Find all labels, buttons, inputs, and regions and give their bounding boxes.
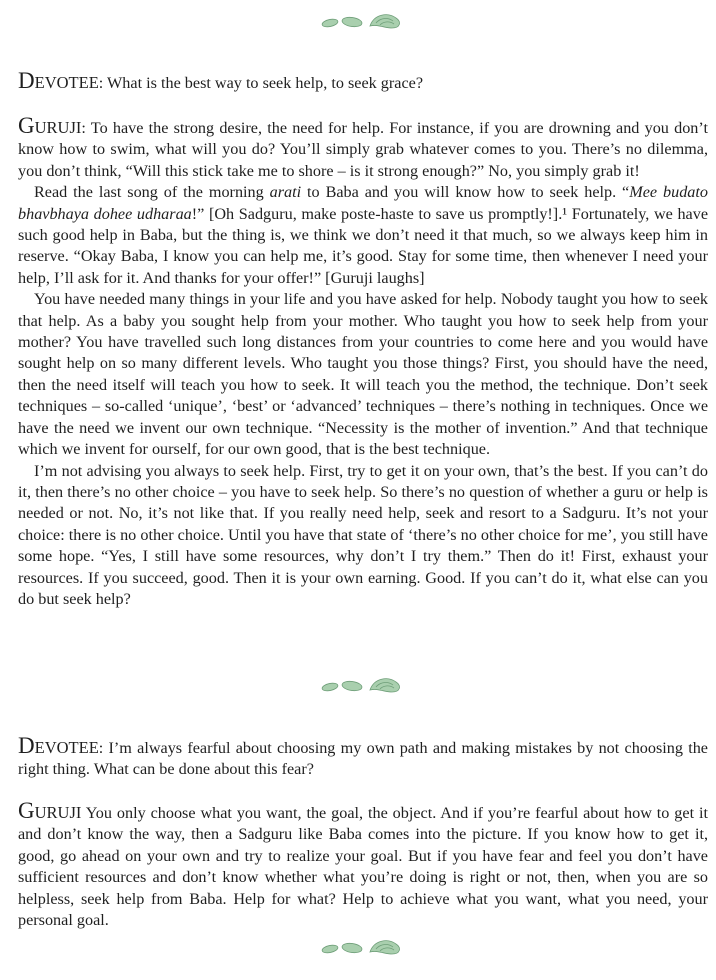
question-1-text: : What is the best way to seek help, to seek grace? (98, 74, 424, 92)
answer-1 (18, 115, 708, 610)
speaker-devotee: DEVOTEE (18, 68, 99, 93)
question-2 (18, 735, 708, 781)
answer-1-paragraph-4: I’m not advising you always to seek help. First, try to get it on your own, that’s the best. If you can’t do it, then there’s no other choice – you have to seek help. So there’s no question of whether a guru or help is needed or not. No, it’s not like that. If you really need help, seek and resort to a Sadguru. It’s not your choice: there is no other choice. Until you have that state of ‘there’s no other choice for me’, you still have some hope. “Yes, I still have some resources, why don’t I try them.” Then do it! First, exhaust your resources. If you succeed, good. Then it is your own earning. Good. If you can’t do it, what else can you do but seek help? (18, 461, 708, 608)
song-line: Mee budato bhavbhaya dohee udharaa (18, 183, 708, 223)
answer-1-paragraph-3: You have needed many things in your life and you have asked for help. Nobody taught you how to seek that help. As a baby you sought help from your mother. Who taught you how to seek help from your mother? You have travelled such long distances from your countries to come here and you would have sought help on so many different levels. Who taught you those things? First, you should have the need, then the need itself will teach you how to seek. It will teach you the method, the technique. Don’t seek techniques – so-called ‘unique’, ‘best’ or ‘advanced’ techniques – there’s nothing in techniques. Once we have the need we invent our own technique. “Necessity is the mother of invention.” And that technique which we invent for ourself, for our own good, that is the best technique. (18, 290, 708, 459)
speaker-guruji: GURUJI (18, 113, 82, 138)
ornament-bottom (18, 934, 708, 960)
leaf-ornament-icon (308, 8, 418, 34)
answer-1-paragraph-1: : To have the strong desire, the need for help. For instance, if you are drowning and you don’t know how to swim, what will you do? You’ll simply grab whatever comes to you. There’s no dilemma, you don’t think, “Will this stick take me to shore – is it strong enough?” No, you simply grab it! (18, 119, 708, 180)
question-2-text: : I’m always fearful about choosing my own path and making mistakes by not choosing the right thing. What can be done about this fear? (18, 739, 708, 779)
question-1 (18, 70, 708, 94)
answer-2 (18, 800, 708, 931)
arati-term: arati (269, 183, 302, 202)
speaker-devotee: DEVOTEE (18, 733, 99, 758)
page (18, 0, 708, 980)
speaker-guruji: GURUJI (18, 798, 82, 823)
ornament-top (18, 8, 708, 34)
answer-2-text: You only choose what you want, the goal, the object. And if you’re fearful about how to get it and don’t know the way, then a Sadguru like Baba comes into the picture. If you know how to get it, good, go ahead on your own and try to realize your goal. But if you have fear and feel you don’t have sufficient resources and don’t know whether what you’re doing is right or not, then, when you are so helpless, seek help from Baba. Help for what? Help to achieve what you want, what you need, your personal goal. (18, 804, 708, 930)
leaf-ornament-icon (308, 672, 418, 698)
ornament-middle (18, 672, 708, 698)
answer-1-paragraph-2: Read the last song of the morning arati to Baba and you will know how to seek help. “Mee budato bhavbhaya dohee udharaa!” [Oh Sadguru, make poste-haste to save us promptly!].¹ Fortunately, we have such good help in Baba, but the thing is, we think we don’t need it that much, so we always keep him in reserve. “Okay Baba, I know you can help me, it’s good. Stay for some time, then whenever I need your help, I’ll ask for it. And thanks for your offer!” [Guruji laughs] (18, 183, 708, 287)
leaf-ornament-icon (308, 934, 418, 960)
